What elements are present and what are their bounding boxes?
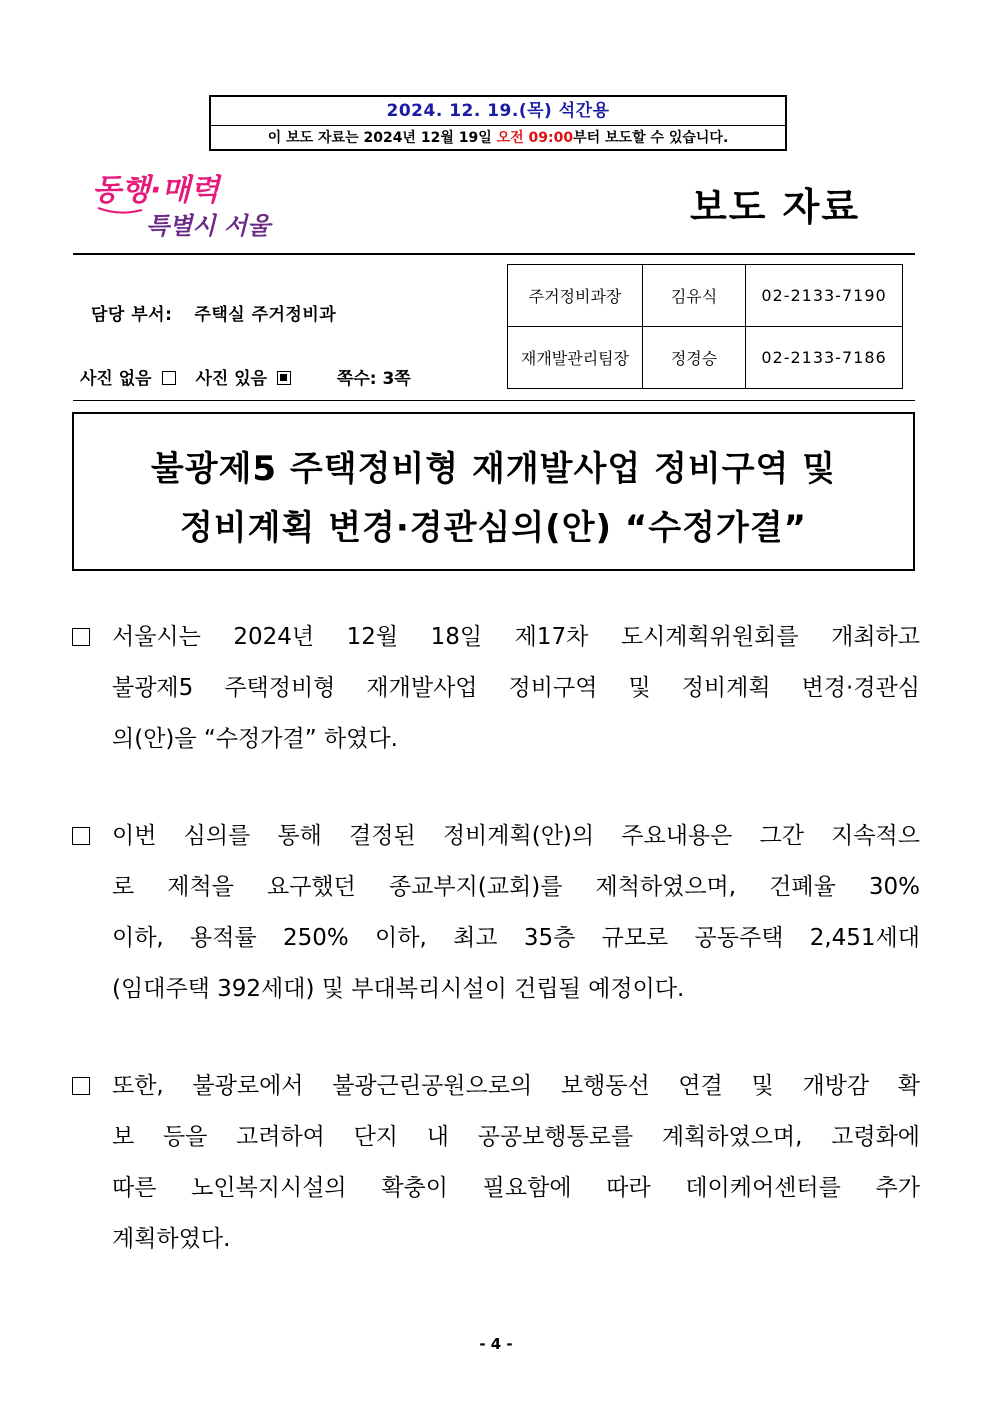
- department-label: 담당 부서:: [91, 305, 173, 325]
- document-type-title: 보도 자료: [690, 185, 861, 229]
- has-photo-label: 사진 있음: [195, 369, 268, 389]
- logo-swoosh: [98, 208, 142, 213]
- contact-phone: 02-2133-7190: [746, 265, 903, 327]
- contact-phone: 02-2133-7186: [746, 327, 903, 389]
- no-photo-checkbox: [162, 371, 176, 385]
- paragraph-line: 이하, 용적률 250% 이하, 최고 35층 규모로 공동주택 2,451세대: [112, 925, 920, 951]
- paragraph-line: 이번 심의를 통해 결정된 정비계획(안)의 주요내용은 그간 지속적으: [112, 823, 920, 849]
- paragraph-line: (임대주택 392세대) 및 부대복리시설이 건립될 예정이다.: [112, 976, 685, 1002]
- contact-name: 정경승: [643, 327, 746, 389]
- headline-line1: 불광제5 주택정비형 재개발사업 정비구역 및: [150, 449, 837, 489]
- no-photo-label: 사진 없음: [80, 369, 152, 389]
- top-divider: [73, 253, 915, 255]
- paragraph-line: 따른 노인복지시설의 확충이 필요함에 따라 데이케어센터를 추가: [112, 1175, 920, 1201]
- has-photo-checkbox: [277, 371, 291, 385]
- logo-line1: 동행·매력: [92, 173, 220, 208]
- paragraph-line: 또한, 불광로에서 불광근린공원으로의 보행동선 연결 및 개방감 확: [112, 1073, 920, 1099]
- contacts-table: [507, 264, 903, 389]
- page-number: - 4 -: [479, 1335, 513, 1353]
- bullet-box-icon: [72, 628, 90, 646]
- page-count: 쪽수: 3쪽: [336, 369, 411, 389]
- embargo-box: [209, 95, 787, 151]
- bottom-divider: [73, 400, 915, 401]
- table-row: [508, 265, 903, 327]
- paragraph-line: 서울시는 2024년 12월 18일 제17차 도시계획위원회를 개최하고: [112, 624, 920, 650]
- paragraph-line: 불광제5 주택정비형 재개발사업 정비구역 및 정비계획 변경·경관심: [112, 675, 920, 701]
- embargo-notice-pre: 이 보도 자료는 2024년 12월 19일: [267, 130, 497, 146]
- seoul-logo: [90, 168, 275, 243]
- seoul-logo-graphic: [90, 168, 275, 243]
- bullet-box-icon: [72, 827, 90, 845]
- embargo-notice: [211, 126, 785, 152]
- paragraph-line: 의(안)을 “수정가결” 하였다.: [112, 726, 398, 752]
- department: [91, 300, 336, 325]
- logo-line2: 특별시 서울: [146, 212, 271, 240]
- embargo-notice-post: 부터 보도할 수 있습니다.: [573, 130, 729, 146]
- contact-title: 주거정비과장: [508, 265, 643, 327]
- headline-box: [72, 412, 915, 571]
- release-date: 2024. 12. 19.(목) 석간용: [211, 97, 785, 126]
- paragraph-line: 로 제척을 요구했던 종교부지(교회)를 제척하였으며, 건폐율 30%: [112, 874, 920, 900]
- department-value: 주택실 주거정비과: [194, 305, 337, 325]
- photo-info: [80, 364, 411, 389]
- contact-name: 김유식: [643, 265, 746, 327]
- paragraph-line: 계획하였다.: [112, 1226, 231, 1252]
- bullet-box-icon: [72, 1077, 90, 1095]
- paragraph-line: 보 등을 고려하여 단지 내 공공보행통로를 계획하였으며, 고령화에: [112, 1124, 920, 1150]
- contact-title: 재개발관리팀장: [508, 327, 643, 389]
- table-row: [508, 327, 903, 389]
- headline-line2: 정비계획 변경·경관심의(안) “수정가결”: [179, 508, 808, 548]
- embargo-notice-time: 오전 09:00: [496, 130, 574, 146]
